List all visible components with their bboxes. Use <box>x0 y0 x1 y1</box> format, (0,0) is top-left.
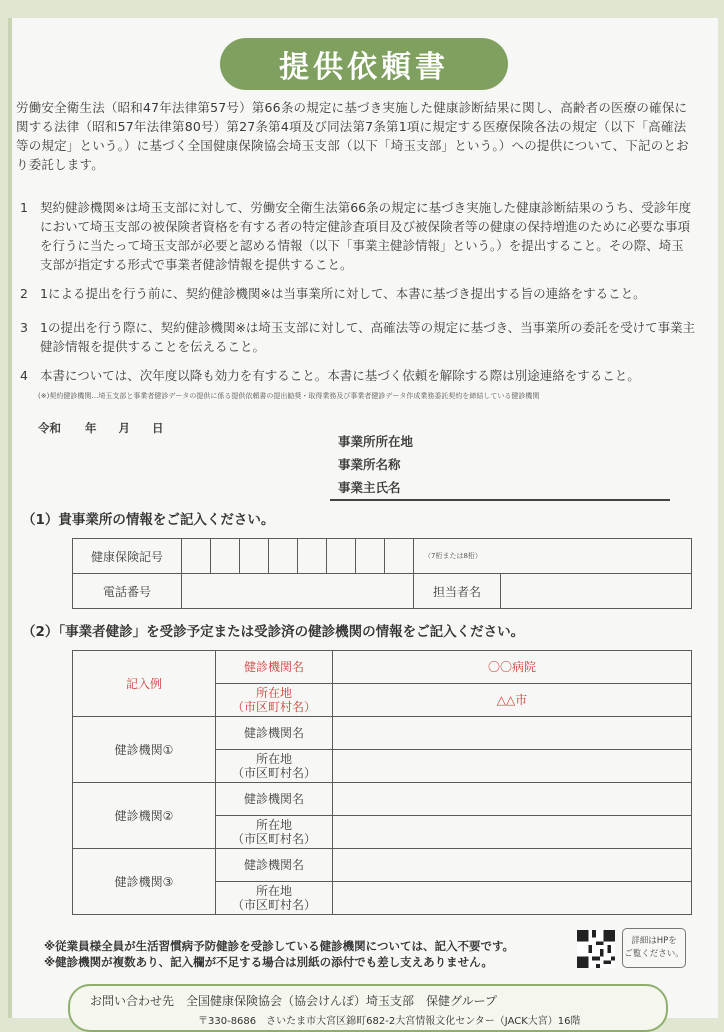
clause-text: 本書については、次年度以降も効力を有すること。本書に基づく依頼を解除する際は別途連絡をすること。 <box>40 368 640 383</box>
note-line: ※健診機関が複数あり、記入欄が不足する場合は別紙の添付でも差し支えありません。 <box>44 955 493 969</box>
health-checkup-org-table <box>72 650 692 915</box>
location-label-text: 所在地 <box>255 818 292 832</box>
business-info-table <box>72 538 692 609</box>
business-owner-label: 事業主氏名 <box>338 480 401 495</box>
hp-note-line: 詳細はHPを <box>631 936 677 946</box>
org-row-label: 健診機関③ <box>73 849 216 915</box>
date-day: 日 <box>152 421 164 435</box>
org-name-input-cell[interactable] <box>333 849 692 882</box>
location-label-text: 所在地 <box>255 686 292 700</box>
clause-number: 3 <box>20 320 28 335</box>
section1-heading: （1）貴事業所の情報をご記入ください。 <box>22 512 275 528</box>
clause-number: 2 <box>20 286 28 301</box>
date-line <box>38 420 164 436</box>
location-sub-text: （市区町村名） <box>231 700 316 714</box>
org-name-input-cell[interactable] <box>333 783 692 816</box>
location-input-cell[interactable] <box>333 882 692 915</box>
business-location-label: 事業所所在地 <box>338 434 414 449</box>
clause-item <box>20 366 696 385</box>
location-label-text: 所在地 <box>255 752 292 766</box>
note-line: ※従業員様全員が生活習慣病予防健診を受診している健診機関については、記入不要です。 <box>44 939 515 953</box>
insurance-digit-cell[interactable] <box>385 539 414 574</box>
contact-line-1: お問い合わせ先 全国健康保険協会（協会けんぽ）埼玉支部 保健グループ <box>90 994 498 1008</box>
insurance-digit-cell[interactable] <box>211 539 240 574</box>
digits-note: （7桁または8桁） <box>414 539 692 574</box>
hp-note-line: ご覧ください。 <box>624 949 684 959</box>
section2-heading: （2）「事業者健診」を受診予定または受診済の健診機関の情報をご記入ください。 <box>22 624 525 640</box>
form-title: 提供依頼書 <box>220 38 508 90</box>
date-era: 令和 <box>38 421 61 435</box>
insurance-number-label: 健康保険記号 <box>73 539 182 574</box>
location-input-cell[interactable] <box>333 750 692 783</box>
contact-box <box>68 984 668 1032</box>
signature-line <box>330 499 670 501</box>
clause-text: 1の提出を行う際に、契約健診機関※は埼玉支部に対して、高確法等の規定に基づき、当事業所の委託を受けて事業主健診情報を提供することを伝えること。 <box>40 320 696 354</box>
clause-number: 1 <box>20 200 28 215</box>
location-label <box>216 750 333 783</box>
contact-person-input-cell[interactable] <box>501 574 692 609</box>
org-name-input-cell[interactable] <box>333 717 692 750</box>
clause-text: 契約健診機関※は埼玉支部に対して、労働安全衛生法第66条の規定に基づき実施した健康診断結果のうち、受診年度において埼玉支部の被保険者資格を有する者の特定健診査項目及び被保険者等の健康の保持増進のために必要な事項を行うに当たって埼玉支部が必要と認める情報（以下「事業主健診情報」という。）を提出すること。その際、埼玉支部が指定する形式で事業者健診情報を提供すること。 <box>40 200 692 272</box>
insurance-digit-cell[interactable] <box>298 539 327 574</box>
insurance-digit-cell[interactable] <box>356 539 385 574</box>
org-name-label: 健診機関名 <box>216 717 333 750</box>
date-year: 年 <box>85 421 97 435</box>
insurance-digit-cell[interactable] <box>240 539 269 574</box>
clause-number: 4 <box>20 368 28 383</box>
date-month: 月 <box>118 421 130 435</box>
org-row-label: 健診機関② <box>73 783 216 849</box>
location-input-cell[interactable] <box>333 816 692 849</box>
insurance-digit-cell[interactable] <box>182 539 211 574</box>
clause-item <box>20 318 696 356</box>
location-sub-text: （市区町村名） <box>231 766 316 780</box>
notes-block <box>44 938 514 970</box>
location-sub-text: （市区町村名） <box>231 832 316 846</box>
request-form-sheet <box>8 18 718 1027</box>
clause-item <box>20 198 696 274</box>
org-name-label: 健診機関名 <box>216 783 333 816</box>
example-label: 記入例 <box>73 651 216 717</box>
org-name-label: 健診機関名 <box>216 849 333 882</box>
intro-paragraph: 労働安全衛生法（昭和47年法律第57号）第66条の規定に基づき実施した健康診断結果に関し、高齢者の医療の確保に関する法律（昭和57年法律第80号）第27条第4項及び同法第7条第1項に規定する医療保険各法の規定（以下「高確法等の規定」という。）に基づく全国健康保険協会埼玉支部（以下「埼玉支部」という。）への提供について、下記のとおり委託します。 <box>16 100 689 172</box>
insurance-digit-cell[interactable] <box>269 539 298 574</box>
location-label <box>216 816 333 849</box>
location-sub-text: （市区町村名） <box>231 898 316 912</box>
insurance-digit-cell[interactable] <box>327 539 356 574</box>
example-org-name-label: 健診機関名 <box>216 651 333 684</box>
org-row-label: 健診機関① <box>73 717 216 783</box>
phone-label: 電話番号 <box>73 574 182 609</box>
footnote: (※)契約健診機関…埼玉支部と事業者健診データの提供に係る提供依頼書の提出勧奨・取得業務及び事業者健診データ作成業務委託契約を締結している健診機関 <box>38 392 540 400</box>
qr-code-icon[interactable] <box>577 930 615 968</box>
location-label <box>216 882 333 915</box>
clause-item <box>20 284 696 303</box>
business-address-block <box>338 430 413 499</box>
business-name-label: 事業所名称 <box>338 457 401 472</box>
example-location-label <box>216 684 333 717</box>
contact-person-label: 担当者名 <box>414 574 501 609</box>
location-label-text: 所在地 <box>255 884 292 898</box>
example-org-name: 〇〇病院 <box>333 651 692 684</box>
clause-text: 1による提出を行う前に、契約健診機関※は当事業所に対して、本書に基づき提出する旨の連絡をすること。 <box>40 286 646 301</box>
contact-address: 〒330-8686 さいたま市大宮区錦町682-2大宮情報文化センター（JACK大宮）16階 <box>198 1016 581 1027</box>
hp-note-box <box>622 928 686 968</box>
example-location: △△市 <box>333 684 692 717</box>
phone-input-cell[interactable] <box>182 574 414 609</box>
